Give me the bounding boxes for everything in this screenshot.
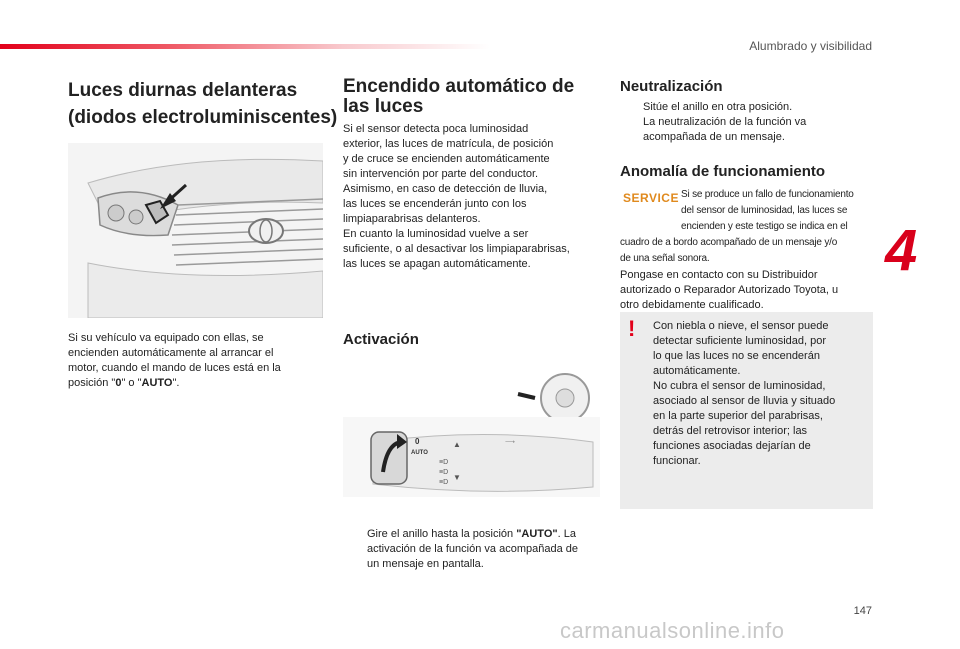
svg-text:≡D: ≡D — [439, 469, 449, 476]
svg-text:▼: ▼ — [453, 473, 461, 482]
text-line: Con niebla o nieve, el sensor puede — [653, 320, 829, 332]
page-number: 147 — [853, 605, 872, 617]
text-line: Sitúe el anillo en otra posición. — [643, 101, 793, 113]
title-line: Luces diurnas delanteras — [68, 80, 298, 101]
text-line: funciones asociadas dejarían de — [653, 440, 811, 452]
title-line: (diodos electroluminiscentes) — [68, 107, 338, 128]
header-red-bar — [0, 44, 490, 49]
auto-position-label: "AUTO" — [516, 528, 558, 540]
malfunction-text-lower — [620, 235, 876, 267]
contact-dealer-text — [620, 268, 876, 313]
switch-position-zero-label: 0 — [415, 437, 420, 446]
text-line: acompañada de un mensaje. — [643, 131, 785, 143]
text-line: activación de la función va acompañada de — [367, 543, 578, 555]
svg-text:≡D: ≡D — [439, 479, 449, 486]
text-line: No cubra el sensor de luminosidad, — [653, 380, 826, 392]
text-line: motor, cuando el mando de luces está en la — [68, 362, 281, 374]
activation-instruction — [367, 527, 607, 572]
text-line: las luces se encenderán junto con los — [343, 198, 527, 210]
svg-text:≡D: ≡D — [439, 459, 449, 466]
watermark[interactable]: carmanualsonline.info — [560, 618, 785, 643]
chapter-number: 4 — [885, 218, 918, 283]
text-line: funcionar. — [653, 455, 701, 467]
text-line: Si el sensor detecta poca luminosidad — [343, 123, 529, 135]
text-line: encienden y este testigo se indica en el — [681, 221, 848, 232]
text-line — [367, 527, 607, 542]
text-line: detectar suficiente luminosidad, por — [653, 335, 827, 347]
light-switch-illustration — [343, 372, 600, 502]
text-line: del sensor de luminosidad, las luces se — [681, 205, 848, 216]
car-front-drawing — [68, 143, 323, 318]
position-auto: AUTO — [141, 377, 173, 389]
text-line: automáticamente. — [653, 365, 741, 377]
daytime-lights-title — [68, 77, 338, 131]
text-line: La neutralización de la función va — [643, 116, 807, 128]
malfunction-heading: Anomalía de funcionamiento — [620, 163, 826, 180]
text-fragment: Gire el anillo hasta la posición — [367, 528, 517, 540]
warning-exclamation-icon: ! — [628, 316, 636, 341]
text-line: otro debidamente cualificado. — [620, 299, 764, 311]
text-line: en la parte superior del parabrisas, — [653, 410, 823, 422]
auto-lights-title — [343, 77, 603, 117]
text-line: las luces se apagan automáticamente. — [343, 258, 531, 270]
daytime-lights-paragraph — [68, 331, 323, 391]
text-line: lo que las luces no se encenderán — [653, 350, 820, 362]
malfunction-text-upper — [681, 187, 876, 235]
text-fragment: " o " — [121, 377, 142, 389]
text-fragment: . La — [557, 528, 576, 540]
switch-position-auto-label: AUTO — [411, 450, 428, 456]
light-switch-drawing — [343, 372, 600, 502]
text-line: Si se produce un fallo de funcionamiento — [681, 189, 854, 200]
text-line: sin intervención por parte del conductor. — [343, 168, 539, 180]
text-line: y de cruce se encienden automáticamente — [343, 153, 550, 165]
section-title: Alumbrado y visibilidad — [749, 39, 872, 53]
text-line: de una señal sonora. — [620, 253, 710, 264]
text-line: encienden automáticamente al arrancar el — [68, 347, 274, 359]
position-zero: 0 — [115, 377, 122, 389]
text-line: Asimismo, en caso de detección de lluvia, — [343, 183, 548, 195]
text-line: detrás del retrovisor interior; las — [653, 425, 808, 437]
text-line: suficiente, o al desactivar los limpiaparabrisas, — [343, 243, 570, 255]
svg-text:⟶: ⟶ — [505, 439, 516, 446]
neutralization-text — [643, 100, 873, 145]
text-line: asociado al sensor de lluvia y situado — [653, 395, 836, 407]
text-line — [68, 376, 323, 391]
text-line: limpiaparabrisas delanteros. — [343, 213, 481, 225]
neutralization-heading: Neutralización — [620, 78, 723, 95]
text-line: exterior, las luces de matrícula, de posición — [343, 138, 554, 150]
title-line: Encendido automático de — [343, 76, 575, 97]
text-line: En cuanto la luminosidad vuelve a ser — [343, 228, 529, 240]
text-line: Pongase en contacto con su Distribuidor — [620, 269, 818, 281]
text-fragment: ". — [172, 377, 180, 389]
text-line: cuadro de a bordo acompañado de un mensaje y/o — [620, 237, 838, 248]
service-warning-icon: SERVICE — [623, 191, 679, 205]
activation-heading: Activación — [343, 331, 419, 348]
auto-lights-paragraph — [343, 122, 605, 272]
warning-text — [653, 319, 865, 469]
car-front-illustration — [68, 143, 323, 318]
text-line: Si su vehículo va equipado con ellas, se — [68, 332, 264, 344]
text-line: autorizado o Reparador Autorizado Toyota, u — [620, 284, 839, 296]
text-line: un mensaje en pantalla. — [367, 558, 484, 570]
text-fragment: posición " — [68, 377, 116, 389]
title-line: las luces — [343, 96, 424, 117]
svg-text:▲: ▲ — [453, 440, 461, 449]
